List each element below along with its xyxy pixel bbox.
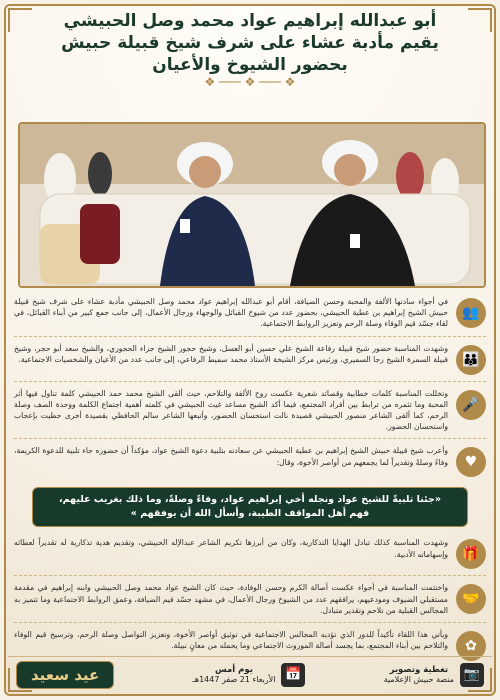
heart-hand-icon: ♥ <box>456 447 486 477</box>
paragraph: وشهدت المناسبة كذلك تبادل الهدايا التذكارية، وكان من أبرزها تكريم الشاعر عبدالإله الحبيشي، وتقديم هدية تذكارية له تقديراً لعطائه وإسهاماته الأدبية. <box>14 538 448 559</box>
community-icon: ✿ <box>456 631 486 661</box>
paragraph: وأعرب شيخ قبيلة حبيش الشيخ إبراهيم بن عطية الحبيشي عن سعادته بتلبية دعوة الشيخ عواد، مؤكداً أن حضوره جاء تلبية للدعوة الكريمة، وفاءً وصلةً وتقديراً لما يجمعهم من أواصر الأخوة، وقال: <box>14 446 448 467</box>
headline-line-2: يقيم مأدبة عشاء على شرف شيخ قبيلة حبيش <box>61 33 439 53</box>
paragraph: في أجواء سادتها الألفة والمحبة وحسن الضيافة، أقام أبو عبدالله إبراهيم عواد محمد وصل الحبيشي مأدبة عشاء على شرف شيخ قبيلة حبيش الشيخ إبراهيم بن عطية الحبيشي، بحضور عدد من شيوخ القبائل والوجهاء ورجال الأعمال، إلى جانب جمع كبير من أبناء القبائل، في لقاء جسّد قيم الوفاء وصلة الرحم وتعزيز الروابط الاجتماعية. <box>14 297 448 329</box>
coverage-source: منصة حبيش الإعلامية <box>383 674 454 684</box>
people-icon: 👥 <box>456 298 486 328</box>
event-photo <box>18 122 486 288</box>
camera-icon: 📷 <box>460 663 484 687</box>
eid-greeting-badge: عيد سعيد <box>16 661 114 689</box>
calendar-icon: 📅 <box>281 663 305 687</box>
list-item <box>14 576 486 623</box>
quote-line-2: فهم أهل المواقف الطيبة، وأسأل الله أن يوفقهم » <box>130 508 370 520</box>
list-item <box>14 531 486 576</box>
headline-line-3: بحضور الشيوخ والأعيان <box>152 55 348 75</box>
list-item <box>14 290 486 337</box>
paragraph: وتخللت المناسبة كلمات خطابية وقصائد شعرية عكست روح الألفة والتلاحم، حيث ألقى الشيخ محمد حمد الحبيشي كلمة تناول فيها أثر المحبة وما تثمره من ترابط بين أفراد المجتمع، فيما أكد الشيخ مساعد غيث الحبيشي في كلمته أهمية اجتماع الكلمة ووحدة الصف وصلة الرحم، كما ألقى الشاعر منصور الحبيشي قصيدة نالت استحسان الحضور، وأتبعها الشاعر سالم الحافظي بقصيدة أخرى حظيت بإعجاب واستحسان الحضور. <box>14 388 448 432</box>
microphone-icon: 🎤 <box>456 390 486 420</box>
date-label: يوم أمس <box>215 664 253 675</box>
gift-icon: 🎁 <box>456 539 486 569</box>
divider-ornament: ❖ ─── ❖ ─── ❖ <box>204 75 296 89</box>
article-body <box>14 290 486 667</box>
headline <box>20 10 480 88</box>
headline-line-1: أبو عبدالله إبراهيم عواد محمد وصل الحبيشي <box>63 11 437 31</box>
event-photo-illustration <box>20 124 484 286</box>
list-item <box>14 337 486 382</box>
handshake-icon: 🤝 <box>456 584 486 614</box>
paragraph: وشهدت المناسبة حضور شيخ قبيلة رفاعة الشيخ علي حسين أبو العسل، وشيخ حجور الشيخ جزاء الحجوري، والشيخ سعد أبو حجر، وشيخ قبيلة السمرة الشيخ رجا السميري، ورئيس مركز الشيخة الأستاذ محمد سميط الرفاعي، إلى جانب عدد من الأعيان والشخصيات الاجتماعية. <box>14 343 448 364</box>
coverage-label: تغطية وتصوير <box>389 664 449 675</box>
coverage-credit <box>384 663 484 687</box>
paragraph: ويأتي هذا اللقاء تأكيداً للدور الذي تؤديه المجالس الاجتماعية في توثيق أواصر الأخوة، وتعزيز التواصل وصلة الرحم، وترسيخ قيم الوفاء والتلاحم بين أبناء المجتمع، بما يجسد أصالة الموروث الاجتماعي وما يحمله من معانٍ نبيلة. <box>14 630 448 651</box>
list-item <box>14 439 486 483</box>
paragraph: واختتمت المناسبة في أجواء عكست أصالة الكرم وحسن الوفادة، حيث كان الشيخ عواد محمد وصل الحبيشي وابنه إبراهيم في مقدمة مستقبلي الضيوف ومودعيهم، يرافقهم عدد من الشيوخ ورجال الأعمال، في مشهد جسّد قيم الضيافة، وعمق الروابط الاجتماعية وما تتميز به المجالس القبلية من تلاحم وتقدير متبادل. <box>14 583 448 615</box>
quote-box <box>32 487 468 527</box>
date-value: الأربعاء 21 صفر 1447هـ <box>192 674 276 684</box>
list-item <box>14 382 486 440</box>
date-info <box>193 663 306 687</box>
group-icon: 👪 <box>456 345 486 375</box>
footer <box>8 656 492 692</box>
quote-line-1: «جئنا تلبيةً للشيخ عواد ونجله أخي إبراهيم عواد، وفاءً وصلةً، وما ذلك بغريب عليهم، <box>58 494 441 506</box>
